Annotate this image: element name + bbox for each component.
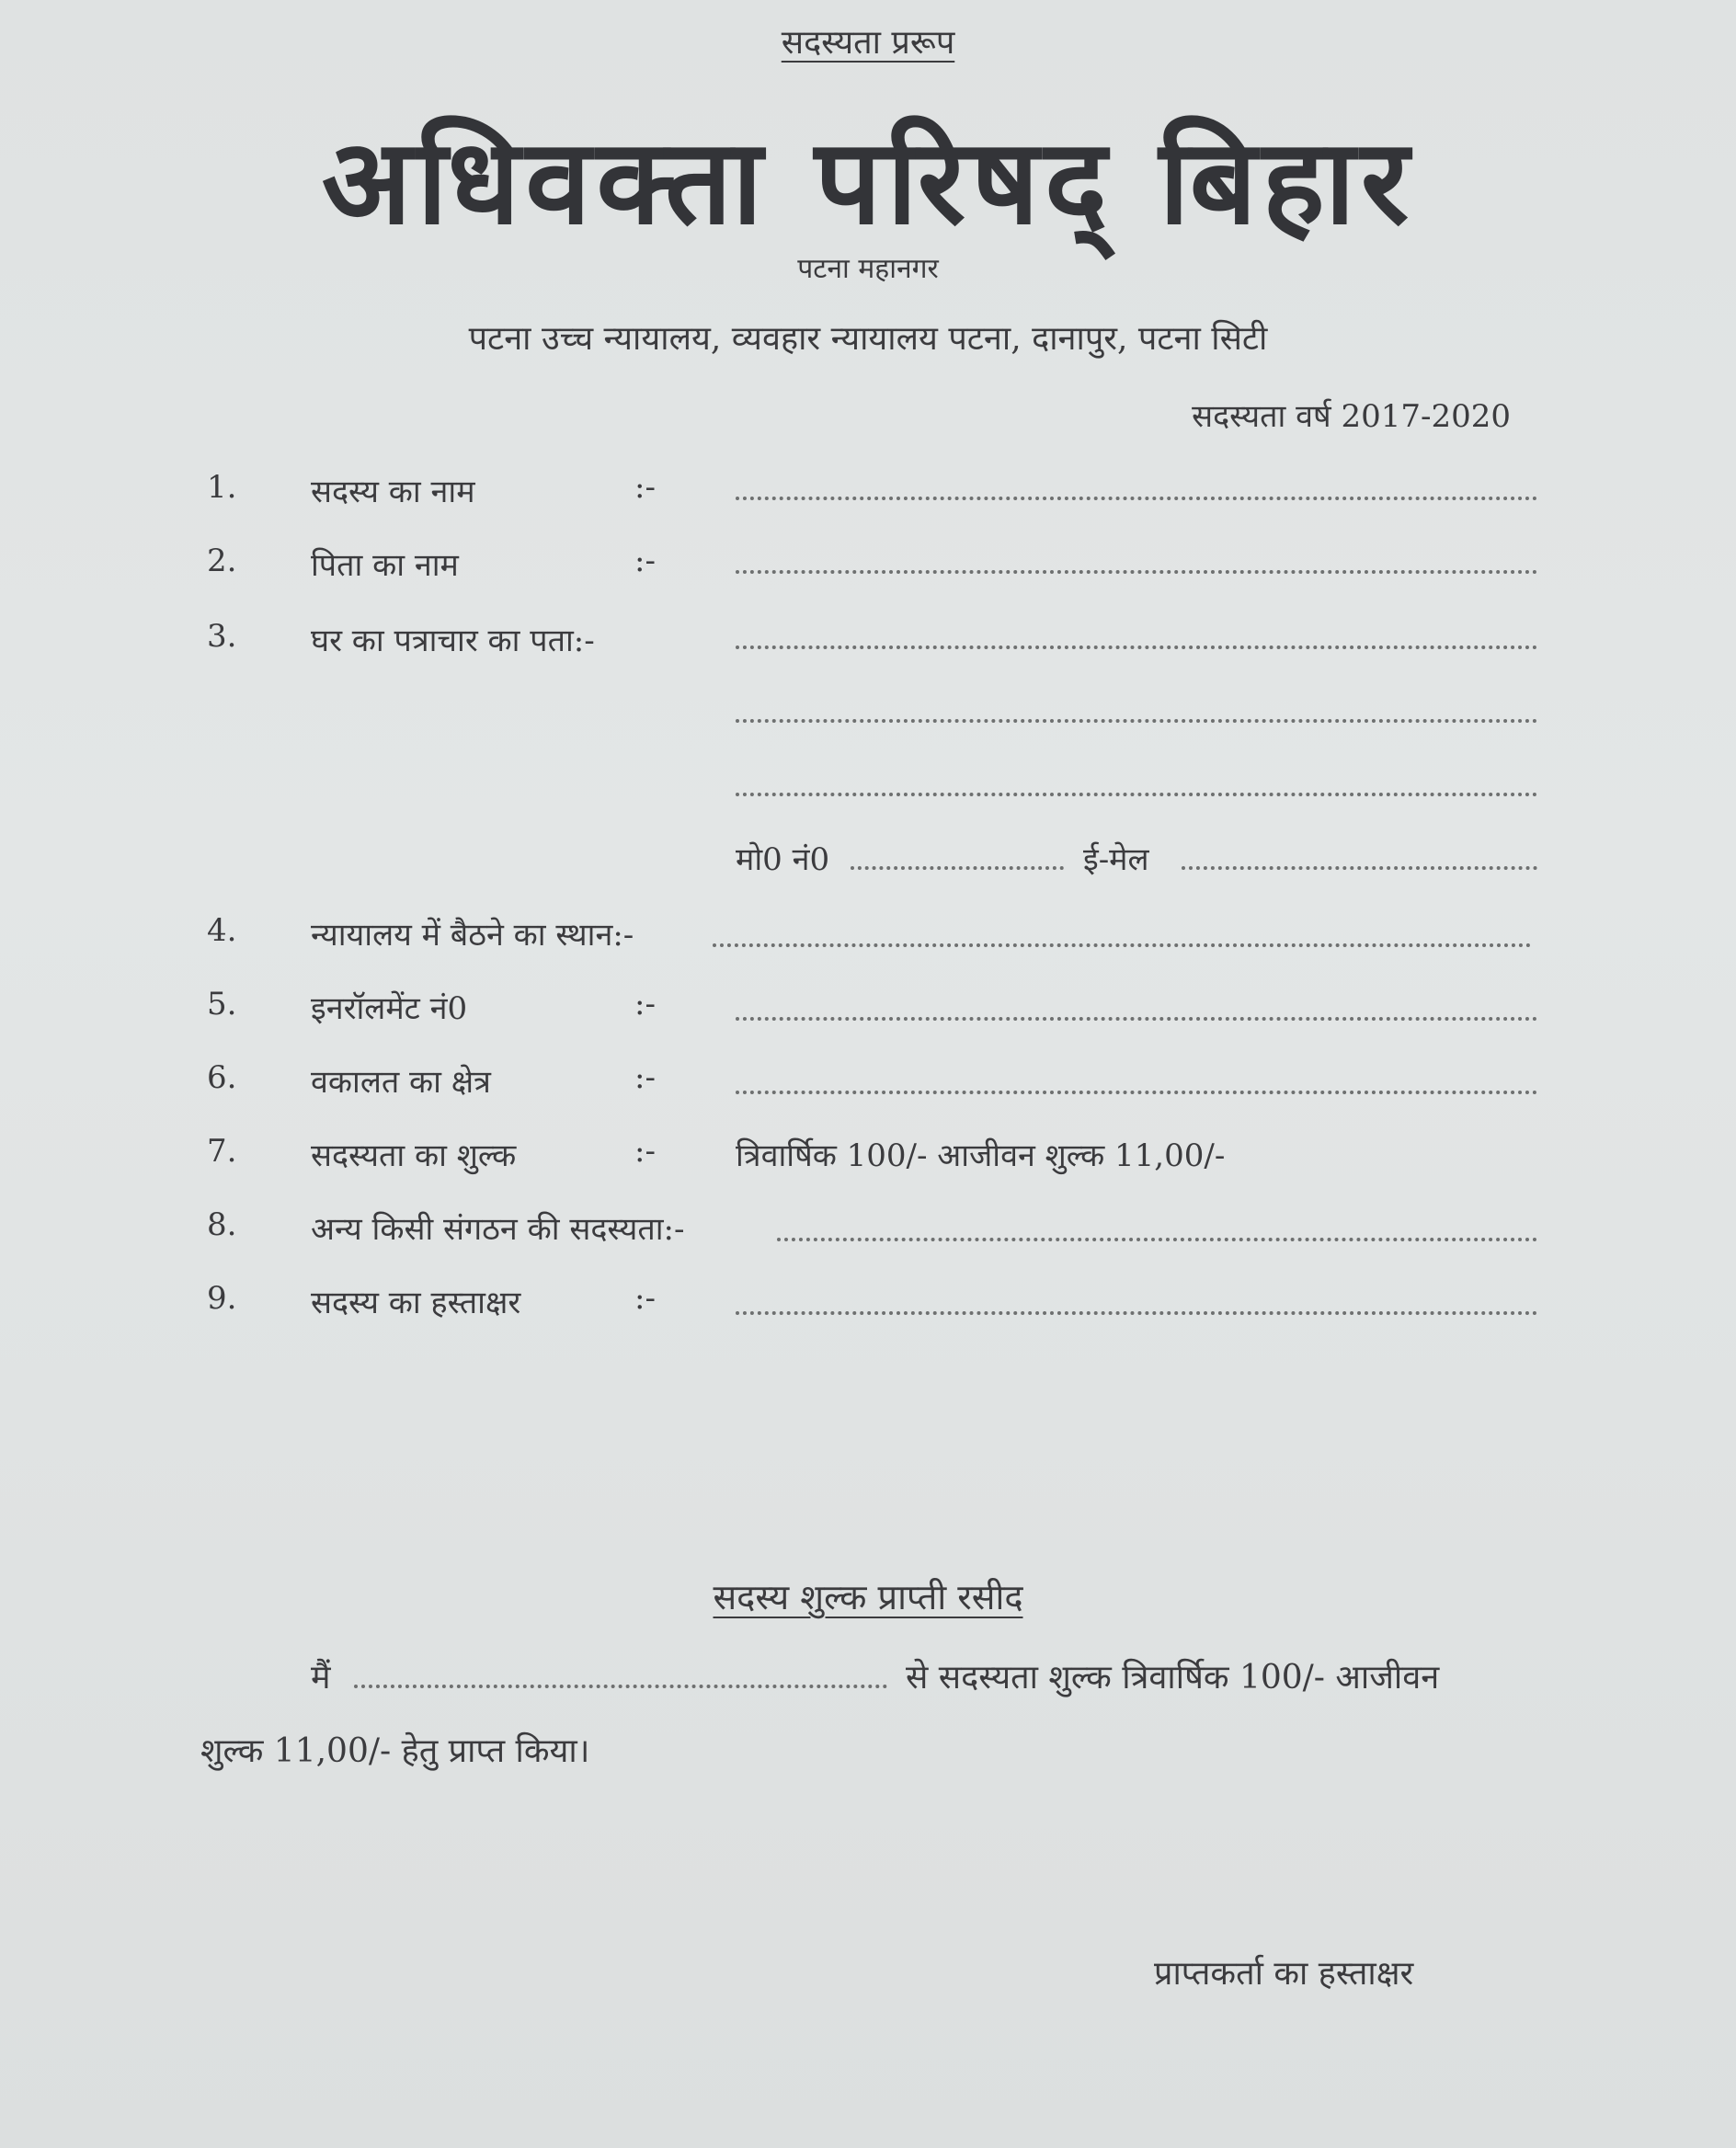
field-separator: :-	[634, 469, 656, 506]
receipt-line1-end: से सदस्यता शुल्क त्रिवार्षिक 100/- आजीवन	[906, 1659, 1440, 1697]
field-number: 8.	[207, 1206, 237, 1243]
city-subtitle: पटना महानगर	[797, 253, 939, 285]
field-row-fee	[0, 1133, 1736, 1188]
field-label: न्यायालय में बैठने का स्थान:-	[311, 917, 634, 954]
courts-line: पटना उच्च न्यायालय, व्यवहार न्यायालय पटना, दानापुर, पटना सिटी	[468, 320, 1268, 358]
field-number: 2.	[207, 543, 237, 579]
field-number: 5.	[207, 986, 237, 1023]
field-label: सदस्य का हस्ताक्षर	[311, 1285, 521, 1321]
field-row-court-seat	[0, 912, 1736, 967]
father-name-blank[interactable]	[736, 570, 1537, 574]
receipt-line2: शुल्क 11,00/- हेतु प्राप्त किया।	[200, 1732, 590, 1770]
field-row-name	[0, 469, 1736, 524]
field-separator: :-	[634, 1059, 656, 1096]
field-row-practice-area	[0, 1059, 1736, 1114]
field-separator: :-	[634, 543, 656, 579]
field-number: 1.	[207, 469, 237, 506]
email-label: ई-मेल	[1083, 841, 1149, 878]
field-number: 7.	[207, 1133, 237, 1170]
form-type-heading	[0, 18, 1736, 63]
member-name-blank[interactable]	[736, 497, 1537, 500]
field-label: सदस्य का नाम	[311, 474, 475, 510]
field-number: 9.	[207, 1280, 237, 1317]
enrollment-blank[interactable]	[736, 1017, 1537, 1021]
organization-title: अधिवक्ता परिषद् बिहार	[321, 114, 1415, 251]
receipt-line1-start: मैं	[311, 1659, 331, 1697]
mobile-label: मो0 नं0	[736, 841, 830, 878]
field-row-other-org	[0, 1206, 1736, 1262]
field-label: इनरॉलमेंट नं0	[311, 990, 468, 1027]
field-separator: :-	[634, 1280, 656, 1317]
field-row-address	[0, 618, 1736, 673]
address-blank-3[interactable]	[736, 793, 1537, 796]
field-row-father-name	[0, 543, 1736, 598]
practice-area-blank[interactable]	[736, 1091, 1537, 1094]
contact-row	[0, 837, 1736, 892]
field-row-signature	[0, 1280, 1736, 1335]
field-number: 6.	[207, 1059, 237, 1096]
address-blank-2[interactable]	[736, 719, 1537, 723]
field-number: 3.	[207, 618, 237, 655]
receipt-title	[0, 1572, 1736, 1620]
membership-year: सदस्यता वर्ष 2017-2020	[1192, 398, 1511, 435]
address-blank-1[interactable]	[736, 646, 1537, 649]
member-signature-blank[interactable]	[736, 1311, 1537, 1315]
form-type-text: सदस्यता प्ररूप	[781, 24, 955, 62]
email-blank[interactable]	[1182, 866, 1537, 870]
fee-value: त्रिवार्षिक 100/- आजीवन शुल्क 11,00/-	[736, 1137, 1226, 1174]
field-number: 4.	[207, 912, 237, 949]
field-label: घर का पत्राचार का पता:-	[311, 623, 595, 659]
field-label: सदस्यता का शुल्क	[311, 1137, 517, 1174]
receipt-title-text: सदस्य शुल्क प्राप्ती रसीद	[713, 1577, 1023, 1617]
field-label: पिता का नाम	[311, 547, 459, 584]
field-separator: :-	[634, 1133, 656, 1170]
field-label: वकालत का क्षेत्र	[311, 1064, 491, 1101]
other-org-blank[interactable]	[777, 1238, 1537, 1241]
mobile-blank[interactable]	[851, 866, 1064, 870]
court-seat-blank[interactable]	[713, 943, 1531, 947]
field-separator: :-	[634, 986, 656, 1023]
receiver-signature-label: प्राप्तकर्ता का हस्ताक्षर	[1154, 1955, 1414, 1993]
field-row-enrollment	[0, 986, 1736, 1041]
field-label: अन्य किसी संगठन की सदस्यता:-	[311, 1211, 685, 1248]
payer-name-blank[interactable]	[354, 1685, 887, 1688]
